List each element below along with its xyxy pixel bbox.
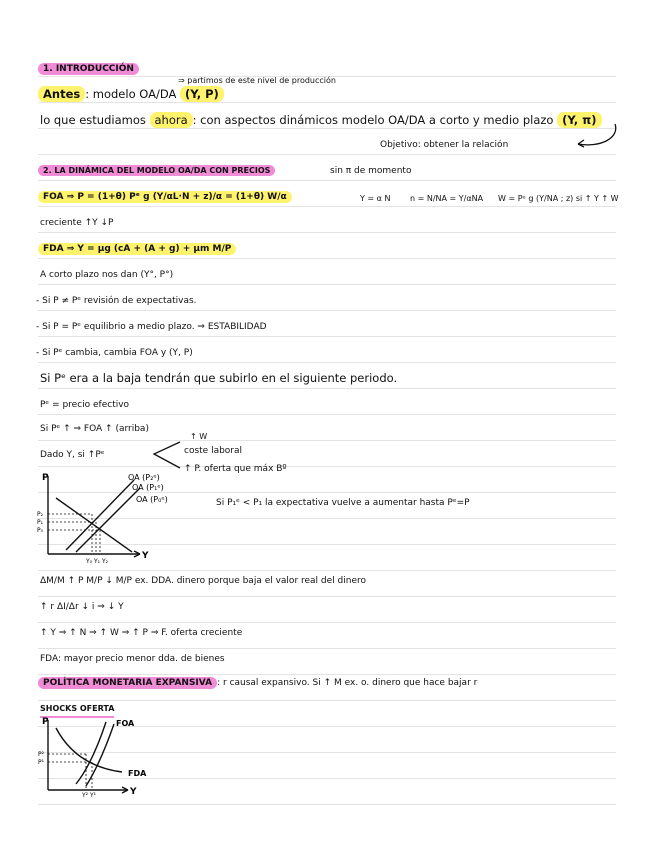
section-2-title: 2. LA DINÁMICA DEL MODELO OA/DA CON PRECIOS <box>38 165 275 176</box>
graph1-curve-3: OA (P₀ᵉ) <box>136 495 168 504</box>
politica-text: : r causal expansivo. Si ↑ M ex. o. dinero que hace bajar r <box>217 678 478 688</box>
graph1-note: Si P₁ᵉ < P₁ la expectativa vuelve a aumentar hasta Pᵉ=P <box>216 498 470 508</box>
text-line-5: Si Pᵉ era a la baja tendrán que subirlo en el siguiente periodo. <box>40 371 398 385</box>
ahora-rest: : con aspectos dinámicos modelo OA/DA a corto y medio plazo <box>192 113 554 127</box>
graph2-foa-1 <box>76 722 106 784</box>
politica-label: POLÍTICA MONETARIA EXPANSIVA <box>38 677 217 689</box>
ahora-word: ahora <box>150 112 193 128</box>
text-line-3: - Si P = Pᵉ equilibrio a medio plazo. ⇒ ESTABILIDAD <box>36 322 267 332</box>
fda-equation: FDA ⇒ Y = μg (cA + (A + g) + μm M/P <box>38 243 236 255</box>
dado-line: Dado Y, si ↑Pᵉ <box>40 450 105 460</box>
antes-label: Antes <box>38 86 85 102</box>
foa-sub: creciente ↑Y ↓P <box>40 218 114 228</box>
text-line-2: - Si P ≠ Pᵉ revisión de expectativas. <box>36 296 197 306</box>
graph1-oa-p1 <box>76 488 140 552</box>
ahora-line <box>40 113 602 127</box>
graph1-ylabel: P <box>42 473 49 483</box>
graph1-p-tick-3: P₀ <box>37 527 44 534</box>
objetivo-arrow <box>560 122 630 154</box>
graph2-fda <box>56 728 122 772</box>
graph2-p-tick-2: P¹ <box>38 759 45 766</box>
intro-note: ⇒ partimos de este nivel de producción <box>178 76 336 85</box>
graph2-p-tick-1: P² <box>38 751 45 758</box>
text-line-1: A corto plazo nos dan (Y°, P°) <box>40 270 174 280</box>
text-line-4: - Si Pᵉ cambia, cambia FOA y (Y, P) <box>36 348 193 358</box>
graph2-ylabel: P <box>42 717 49 727</box>
section-1-title: 1. INTRODUCCIÓN <box>38 63 139 75</box>
ahora-lead: lo que estudiamos <box>40 113 146 127</box>
after-line-3: ↑ Y ⇒ ↑ N ⇒ ↑ W ⇒ ↑ P ⇒ F. oferta creciente <box>40 628 243 638</box>
politica-line <box>38 676 477 690</box>
dado-branch-3: ↑ P. oferta que máx Bº <box>184 464 287 474</box>
section-2-note: sin π de momento <box>330 166 412 176</box>
graph2-y-ticks: Y² Y¹ <box>82 792 97 798</box>
antes-pair: (Y, P) <box>180 86 224 102</box>
graph-shocks-oferta <box>36 714 166 798</box>
foa-equation: FOA ⇒ P = (1+θ) Pᵉ g (Y/αL·N + z)/α = (1+θ) W/α <box>38 191 292 203</box>
antes-line <box>38 87 224 101</box>
after-line-2: ↑ r ΔI/Δr ↓ i ⇒ ↓ Y <box>40 602 124 612</box>
after-line-1: ΔM/M ↑ P M/P ↓ M/P ex. DDA. dinero porque baja el valor real del dinero <box>40 576 366 586</box>
after-line-4: FDA: mayor precio menor dda. de bienes <box>40 654 225 664</box>
graph2-foa-label: FOA <box>116 719 135 728</box>
graph2-foa-2 <box>86 724 114 786</box>
text-line-6: Pᵉ = precio efectivo <box>40 400 130 410</box>
graph-oa-expectations <box>36 470 206 566</box>
foa-side-1: Y = α N <box>360 194 391 203</box>
graph1-curve-1: OA (P₂ᵉ) <box>128 473 160 482</box>
graph1-curve-2: OA (P₁ᵉ) <box>132 483 164 492</box>
foa-side-2: n = N/NA = Y/αNA <box>410 194 484 203</box>
graph1-y-ticks: Y₀ Y₁ Y₂ <box>86 558 109 565</box>
graph2-xlabel: Y <box>130 787 137 797</box>
shocks-label: SHOCKS OFERTA <box>40 702 114 718</box>
dado-branch-2: coste laboral <box>184 446 243 456</box>
graph1-xlabel: Y <box>142 551 149 561</box>
graph1-p-tick-2: P₁ <box>37 519 44 526</box>
ahora-pair: (Y, π) <box>557 112 601 128</box>
antes-text: : modelo OA/DA <box>85 87 177 101</box>
foa-side-3: W = Pᵉ g (Y/NA ; z) si ↑ Y ↑ W <box>498 194 619 203</box>
objetivo-text: Objetivo: obtener la relación <box>380 140 509 150</box>
text-line-7: Si Pᵉ ↑ ⇒ FOA ↑ (arriba) <box>40 424 149 434</box>
graph1-da <box>56 498 132 552</box>
graph2-fda-label: FDA <box>128 769 147 778</box>
dado-branch-1: ↑ W <box>190 432 208 441</box>
graph1-p-tick-1: P₂ <box>37 511 44 518</box>
